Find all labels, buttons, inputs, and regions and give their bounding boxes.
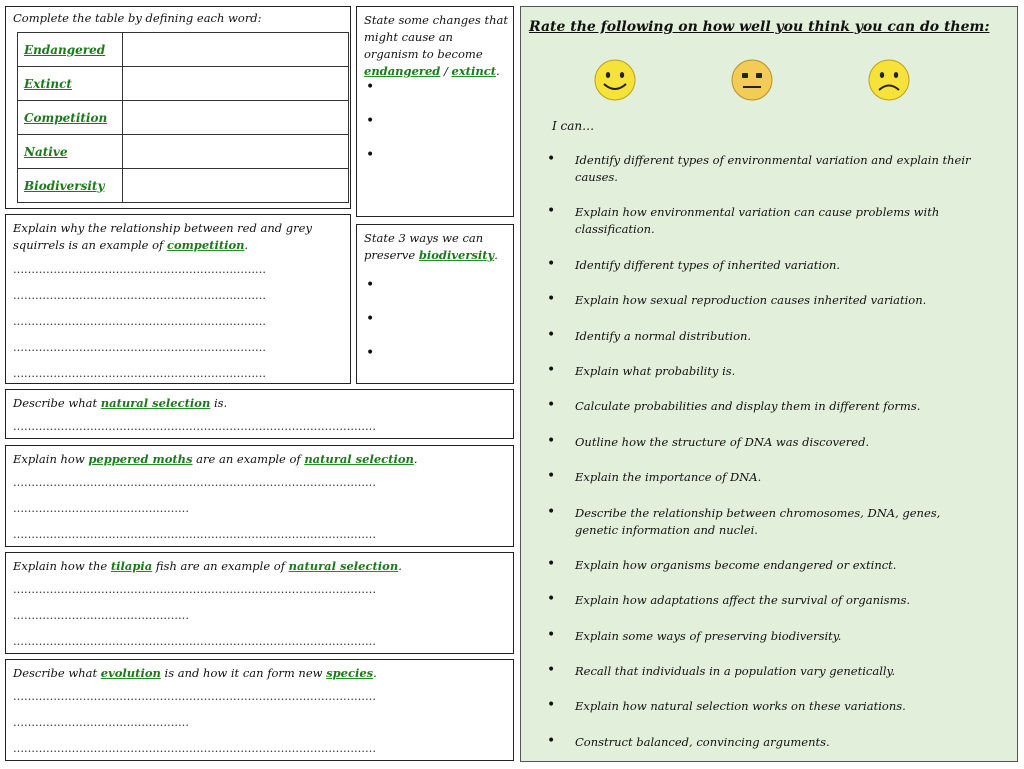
prompt-text: Describe what <box>13 396 101 410</box>
skill-item <box>547 204 987 238</box>
keyword-tilapia: tilapia <box>110 559 153 573</box>
prompt-text: Explain how the <box>13 559 111 573</box>
bullet-icon: • <box>547 591 556 608</box>
squirrel-prompt <box>13 220 347 254</box>
bullet-icon: • <box>547 626 556 643</box>
prompt-text: Explain how <box>13 452 89 466</box>
answer-bullets <box>366 277 374 379</box>
answer-line[interactable]: ………………………………………… <box>13 716 189 729</box>
skill-text: Explain how sexual reproduction causes inherited variation. <box>575 293 927 308</box>
keyword-peppered-moths: peppered moths <box>88 452 193 466</box>
evolution-prompt <box>13 665 377 682</box>
peppered-moths-panel <box>5 445 514 547</box>
natural-selection-panel <box>5 389 514 439</box>
term-cell: Endangered <box>18 33 123 67</box>
answer-line[interactable]: ……………………………………………………………………………………… <box>13 742 376 755</box>
skill-text: Identify a normal distribution. <box>575 328 752 343</box>
table-row <box>18 67 349 101</box>
bullet-icon: • <box>547 203 556 220</box>
skill-text: Identify different types of environmental variation and explain their causes. <box>575 153 971 184</box>
skill-item <box>547 152 987 186</box>
bullet-icon: • <box>547 326 556 343</box>
bullet-icon: • <box>547 151 556 167</box>
skill-item <box>547 734 987 751</box>
preserve-prompt <box>364 230 510 264</box>
answer-line[interactable]: ……………………………………………………………………………………… <box>13 635 376 648</box>
keyword-evolution: evolution <box>100 666 161 680</box>
skill-text: Explain the importance of DNA. <box>575 470 762 485</box>
prompt-end: . <box>398 559 402 573</box>
skill-item <box>547 469 987 486</box>
sad-face-icon[interactable] <box>867 58 911 102</box>
keyword-species: species <box>326 666 374 680</box>
answer-line[interactable]: ……………………………………………………………………………………… <box>13 690 376 703</box>
definition-cell[interactable] <box>123 169 349 203</box>
skill-item <box>547 628 987 645</box>
bullet-icon: • <box>547 468 556 485</box>
bullet-icon: • <box>547 732 556 749</box>
prompt-text: State 3 ways we can preserve <box>364 231 484 262</box>
skill-item <box>547 328 987 345</box>
table-row <box>18 135 349 169</box>
evolution-panel <box>5 659 514 761</box>
prompt-end: . <box>494 248 498 262</box>
bullet-icon: • <box>547 361 556 378</box>
keyword-competition: competition <box>166 238 245 252</box>
table-prompt: Complete the table by defining each word: <box>13 11 262 25</box>
bullet-point[interactable]: • <box>366 147 375 163</box>
keyword-extinct: extinct <box>451 64 497 78</box>
term-cell: Extinct <box>18 67 123 101</box>
keyword-natural-selection: natural selection <box>304 452 414 466</box>
answer-line[interactable]: ……………………………………………………………………………………… <box>13 420 376 433</box>
natsel-prompt <box>13 395 227 412</box>
bullet-icon: • <box>547 555 556 572</box>
squirrel-competition-panel <box>5 214 351 384</box>
skill-item <box>547 363 987 380</box>
answer-line[interactable]: ………………………………………… <box>13 609 189 622</box>
table-row <box>18 33 349 67</box>
keyword-endangered: endangered <box>364 64 441 78</box>
keyword-natural-selection: natural selection <box>100 396 211 410</box>
answer-bullets <box>366 79 374 181</box>
skill-item <box>547 663 987 680</box>
term-cell: Competition <box>18 101 123 135</box>
definition-cell[interactable] <box>123 33 349 67</box>
prompt-mid: fish are an example of <box>152 559 289 573</box>
bullet-icon: • <box>547 697 556 714</box>
prompt-end: . <box>496 64 500 78</box>
skill-item <box>547 434 987 451</box>
definition-table-panel <box>5 6 351 209</box>
prompt-mid: are an example of <box>192 452 305 466</box>
term-cell: Native <box>18 135 123 169</box>
prompt-mid: is and how it can form new <box>160 666 327 680</box>
answer-line[interactable]: ……………………………………………………………………………………… <box>13 476 376 489</box>
happy-face-icon[interactable] <box>593 58 637 102</box>
skill-text: Construct balanced, convincing arguments. <box>575 734 830 749</box>
skill-text: Explain how natural selection works on these variations. <box>575 699 906 714</box>
definition-cell[interactable] <box>123 67 349 101</box>
bullet-icon: • <box>547 397 556 414</box>
preserve-biodiversity-panel <box>356 224 514 384</box>
answer-line[interactable]: …………………………………………………………… <box>13 341 266 354</box>
table-row <box>18 101 349 135</box>
skill-item <box>547 557 987 574</box>
prompt-end: . <box>413 452 418 466</box>
prompt-end: . <box>373 666 377 680</box>
skill-text: Explain how adaptations affect the survival of organisms. <box>575 593 911 608</box>
skill-text: Explain how environmental variation can cause problems with classification. <box>575 205 940 237</box>
answer-line[interactable]: ……………………………………………………………………………………… <box>13 583 376 596</box>
endangered-changes-panel <box>356 6 514 217</box>
bullet-point[interactable]: • <box>366 345 375 361</box>
skills-list <box>547 152 987 769</box>
skill-item <box>547 292 987 309</box>
skill-text: Identify different types of inherited variation. <box>575 257 841 272</box>
bullet-icon: • <box>547 503 556 520</box>
bullet-point[interactable]: • <box>366 311 375 327</box>
definition-cell[interactable] <box>123 135 349 169</box>
bullet-icon: • <box>547 255 556 272</box>
skill-text: Describe the relationship between chromosomes, DNA, genes, genetic information and nuclei. <box>575 505 941 537</box>
tilapia-prompt <box>13 558 402 575</box>
bullet-point[interactable]: • <box>366 79 375 95</box>
skill-item <box>547 698 987 715</box>
prompt-text: State some changes that might cause an organism to become <box>364 13 508 61</box>
answer-line[interactable]: …………………………………………………………… <box>13 315 266 328</box>
i-can-label: I can… <box>552 119 595 133</box>
table-row <box>18 169 349 203</box>
changes-prompt <box>364 12 510 80</box>
skill-item <box>547 398 987 415</box>
neutral-face-icon[interactable] <box>730 58 774 102</box>
term-cell: Biodiversity <box>18 169 123 203</box>
answer-line[interactable]: …………………………………………………………… <box>13 263 266 276</box>
skill-text: Recall that individuals in a population vary genetically. <box>575 664 896 679</box>
skill-text: Explain what probability is. <box>575 363 736 378</box>
skill-item <box>547 592 987 609</box>
prompt-separator: / <box>440 64 452 78</box>
bullet-icon: • <box>547 291 556 308</box>
answer-line[interactable]: …………………………………………………………… <box>13 289 266 302</box>
self-rating-panel <box>520 6 1018 762</box>
bullet-point[interactable]: • <box>366 113 375 129</box>
definition-table <box>17 32 349 203</box>
prompt-end: . <box>244 238 249 252</box>
skill-text: Outline how the structure of DNA was discovered. <box>575 434 870 449</box>
skill-item <box>547 257 987 274</box>
rating-title: Rate the following on how well you think you can do them: <box>529 19 990 35</box>
bullet-point[interactable]: • <box>366 277 375 293</box>
moths-prompt <box>13 451 418 468</box>
bullet-icon: • <box>547 662 556 679</box>
skill-text: Calculate probabilities and display them in different forms. <box>575 399 921 414</box>
prompt-text: Describe what <box>13 666 101 680</box>
tilapia-panel <box>5 552 514 654</box>
answer-line[interactable]: ……………………………………………………………………………………… <box>13 528 376 541</box>
skill-item <box>547 505 987 539</box>
prompt-text: Explain why the relationship between red and grey squirrels is an example of <box>13 221 312 252</box>
skill-text: Explain some ways of preserving biodiversity. <box>575 628 842 643</box>
skill-text: Explain how organisms become endangered or extinct. <box>575 557 897 572</box>
keyword-biodiversity: biodiversity <box>418 248 495 262</box>
bullet-icon: • <box>547 432 556 449</box>
prompt-end: is. <box>210 396 228 410</box>
definition-cell[interactable] <box>123 101 349 135</box>
answer-line[interactable]: …………………………………………………………… <box>13 367 266 380</box>
answer-line[interactable]: ………………………………………… <box>13 502 189 515</box>
keyword-natural-selection: natural selection <box>288 559 399 573</box>
